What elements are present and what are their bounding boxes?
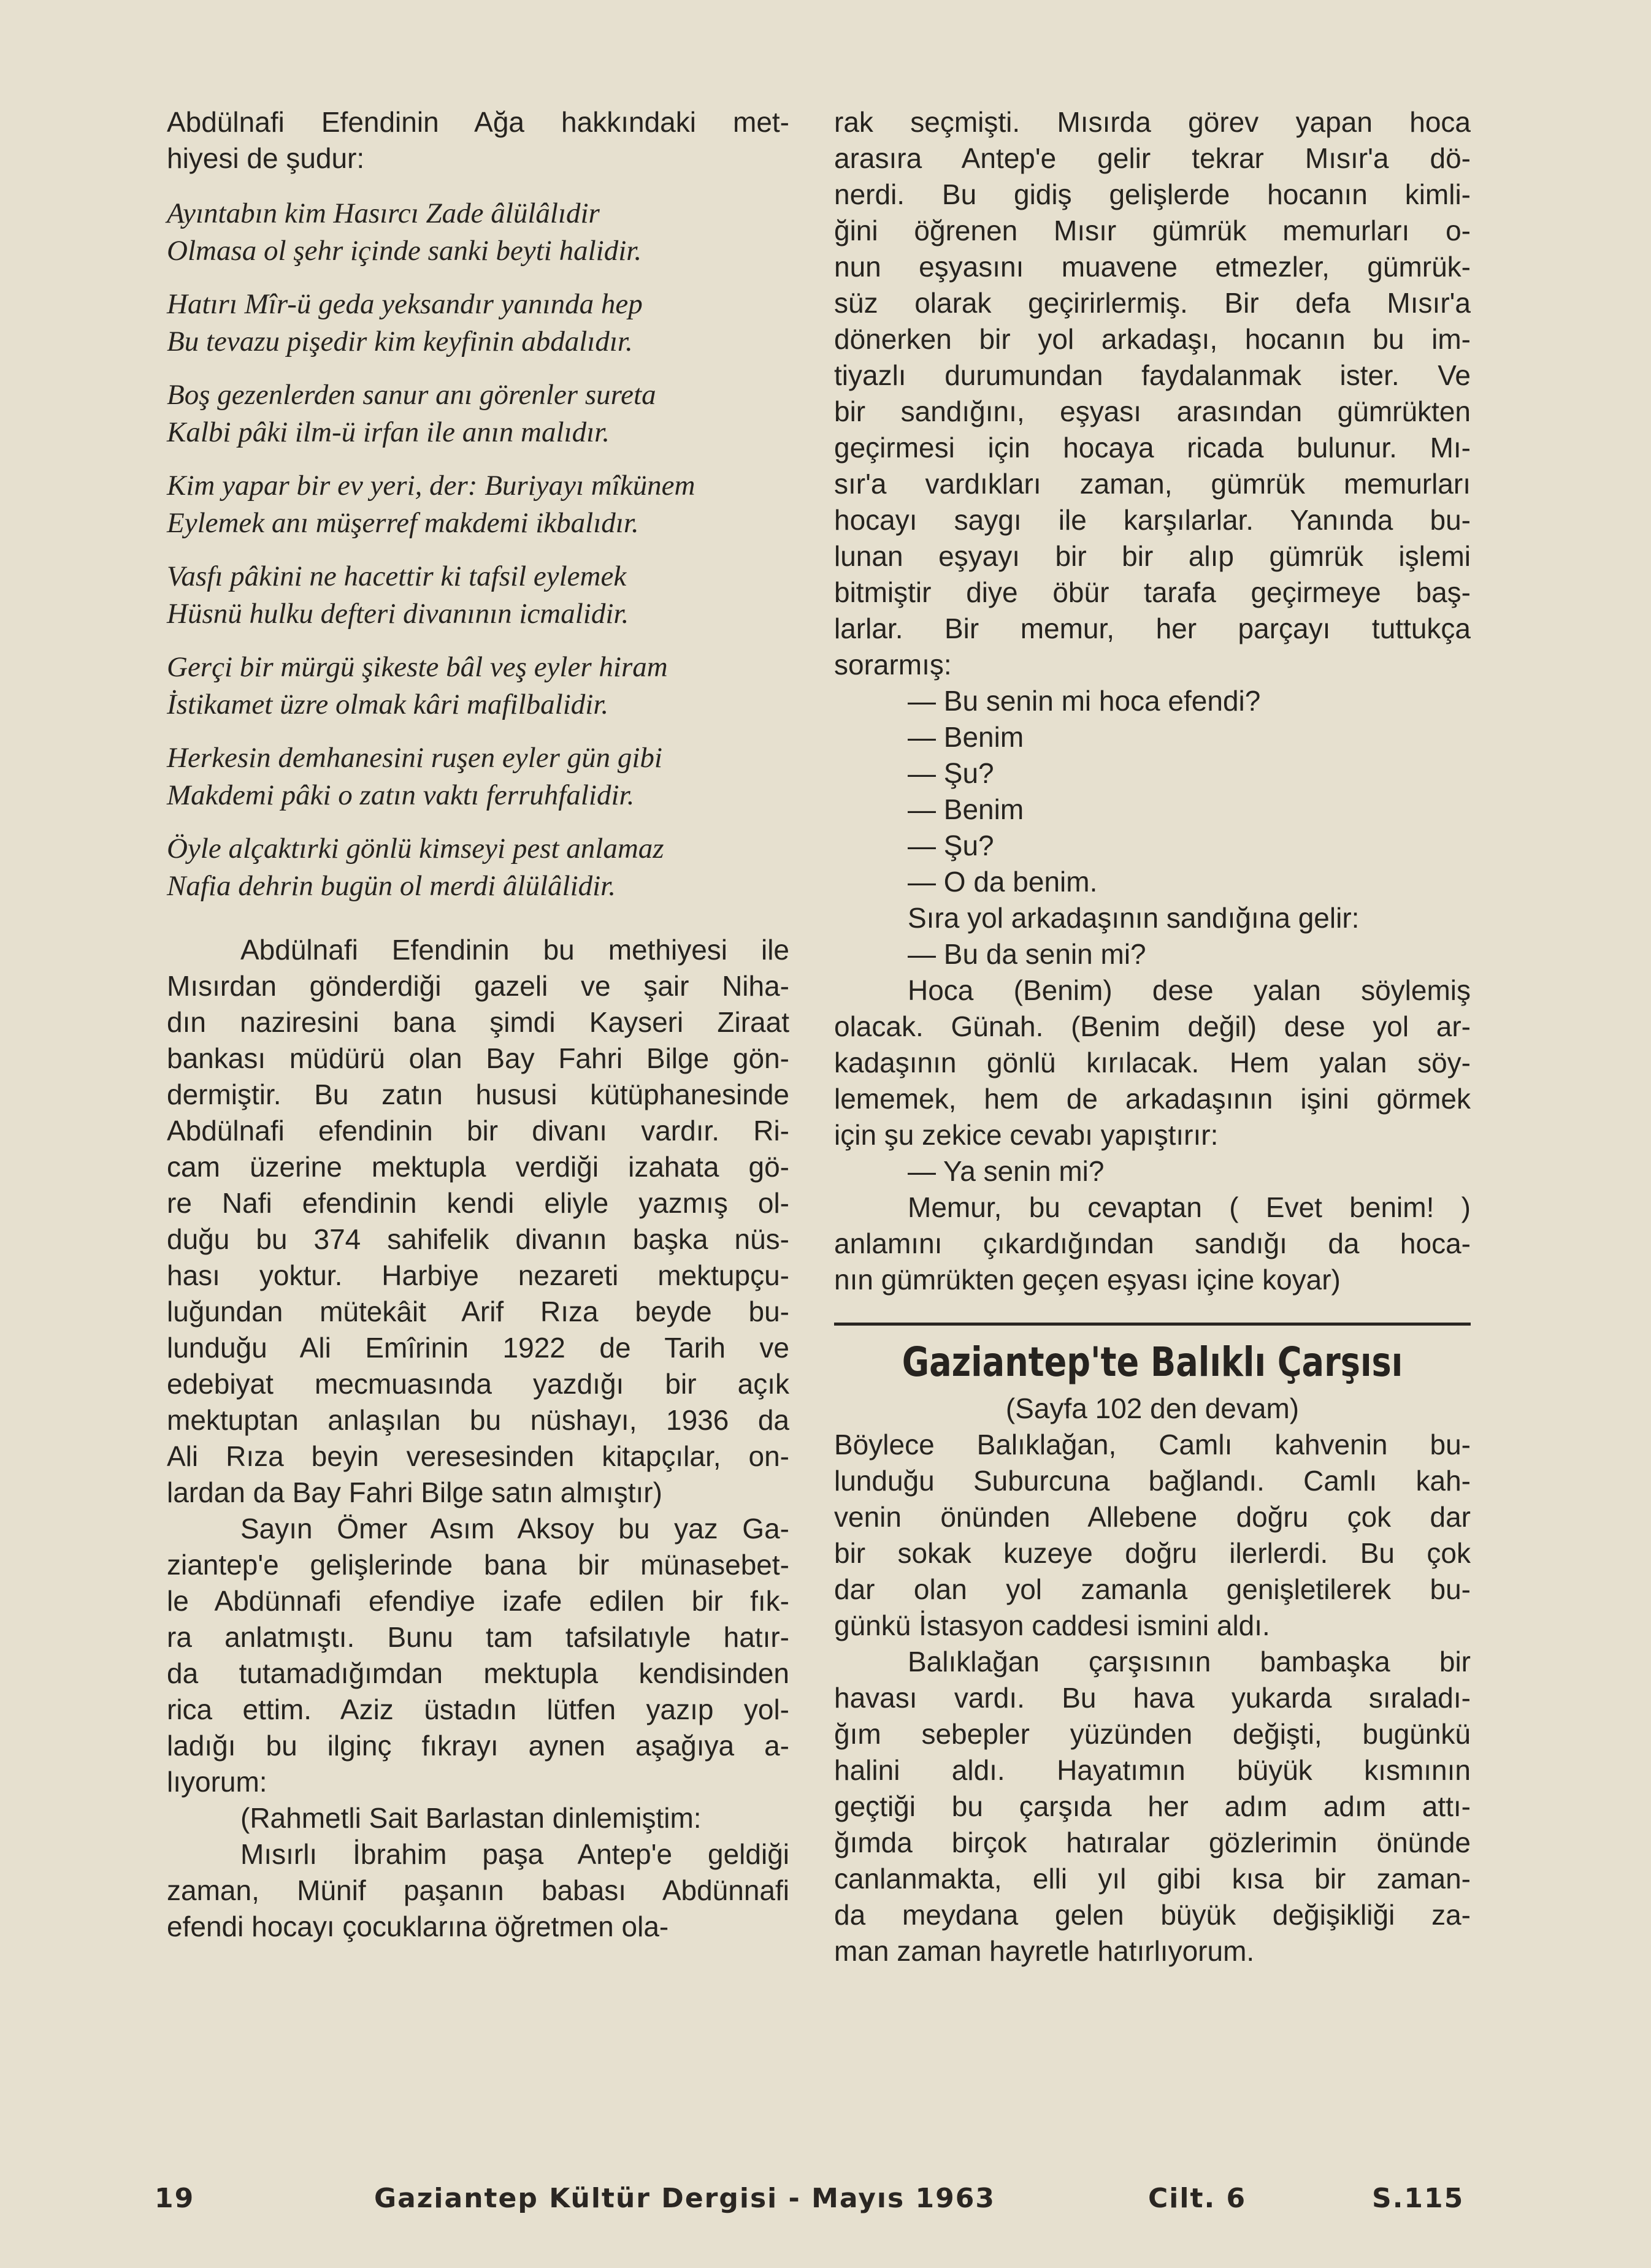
text-line: ra anlatmıştı. Bunu tam tafsilatıyle hatır-	[167, 1621, 789, 1653]
text-line: lardan da Bay Fahri Bilge satın almıştır)	[167, 1476, 662, 1508]
paragraph	[834, 1644, 1471, 1969]
text-line: halini aldı. Hayatımın büyük kısmının	[834, 1754, 1471, 1786]
text-line: (Rahmetli Sait Barlastan dinlemiştim:	[240, 1802, 702, 1834]
text-line: Mısırdan gönderdiği gazeli ve şair Niha-	[167, 970, 789, 1002]
text-line: bankası müdürü olan Bay Fahri Bilge gön-	[167, 1042, 789, 1074]
text-line: Balıklağan çarşısının bambaşka bir	[908, 1646, 1471, 1678]
verse-line: Kim yapar bir ev yeri, der: Buriyayı mîkünem	[167, 470, 695, 502]
text-line: rak seçmişti. Mısırda görev yapan hoca	[834, 106, 1471, 138]
text-line: rica ettim. Aziz üstadın lütfen yazıp yol-	[167, 1693, 789, 1725]
text-line: nın gümrükten geçen eşyası içine koyar)	[834, 1264, 1341, 1296]
paragraph	[167, 1800, 789, 1836]
text-line: Abdülnafi Efendinin Ağa hakkındaki met-	[167, 106, 789, 138]
text-line: ğım sebepler yüzünden değişti, bugünkü	[834, 1718, 1471, 1750]
text-line: lıyorum:	[167, 1766, 267, 1798]
text-line: geçirmesi için hocaya ricada bulunur. Mı-	[834, 432, 1471, 464]
paragraph	[834, 900, 1471, 936]
text-line: ziantep'e gelişlerinde bana bir münasebet-	[167, 1549, 789, 1581]
text-line: hocayı saygı ile karşılarlar. Yanında bu-	[834, 504, 1471, 536]
journal-title: Gaziantep Kültür Dergisi - Mayıs 1963	[374, 2183, 995, 2214]
text-line: anlamını çıkardığından sandığı da hoca-	[834, 1228, 1471, 1259]
dialogue	[834, 1153, 1471, 1189]
text-line: Mısırlı İbrahim paşa Antep'e geldiği	[240, 1838, 789, 1870]
text-line: bitmiştir diye öbür tarafa geçirmeye baş-	[834, 576, 1471, 608]
verse-line: Ayıntabın kim Hasırcı Zade âlülâlıdir	[167, 197, 600, 229]
text-line: re Nafi efendinin kendi eliyle yazmış ol-	[167, 1187, 789, 1219]
verse-line: Kalbi pâki ilm-ü irfan ile anın malıdır.	[167, 416, 610, 448]
text-line: efendi hocayı çocuklarına öğretmen ola-	[167, 1911, 669, 1942]
text-line: Abdülnafi Efendinin bu methiyesi ile	[240, 934, 789, 966]
text-line: Sayın Ömer Asım Aksoy bu yaz Ga-	[240, 1513, 789, 1544]
paragraph	[834, 104, 1471, 683]
text-line: Sıra yol arkadaşının sandığına gelir:	[908, 902, 1360, 934]
text-line: için şu zekice cevabı yapıştırır:	[834, 1119, 1219, 1151]
text-line: Memur, bu cevaptan ( Evet benim! )	[908, 1191, 1471, 1223]
page-number: 19	[155, 2183, 195, 2214]
text-line: günkü İstasyon caddesi ismini aldı.	[834, 1609, 1270, 1641]
text-line: duğu bu 374 sahifelik divanın başka nüs-	[167, 1223, 789, 1255]
text-line: le Abdünnafi efendiye izafe edilen bir fık-	[167, 1585, 789, 1617]
poem	[167, 195, 789, 905]
text-line: zaman, Münif paşanın babası Abdünnafi	[167, 1874, 789, 1906]
section-divider	[834, 1323, 1471, 1326]
text-line: bir sandığını, eşyası arasından gümrükten	[834, 395, 1471, 427]
verse-line: Gerçi bir mürgü şikeste bâl veş eyler hiram	[167, 651, 668, 683]
text-line: havası vardı. Bu hava yukarda sıraladı-	[834, 1682, 1471, 1714]
text-line: Ali Rıza beyin veresesinden kitapçılar, on-	[167, 1440, 789, 1472]
verse-line: Eylemek anı müşerref makdemi ikbalıdır.	[167, 507, 639, 539]
text-line: lememek, hem de arkadaşının işini görmek	[834, 1083, 1471, 1115]
text-line: geçtiği bu çarşıda her adım adım attı-	[834, 1790, 1471, 1822]
volume-label: Cilt. 6	[1148, 2183, 1247, 2214]
text-line: Böylece Balıklağan, Camlı kahvenin bu-	[834, 1429, 1471, 1460]
paragraph	[167, 932, 789, 1511]
text-line: ladığı bu ilginç fıkrayı aynen aşağıya a-	[167, 1730, 789, 1762]
article-title: Gaziantep'te Balıklı Çarşısı	[902, 1338, 1403, 1386]
text-line: dın naziresini bana şimdi Kayseri Ziraat	[167, 1006, 789, 1038]
text-line: luğundan mütekâit Arif Rıza beyde bu-	[167, 1296, 789, 1327]
verse-line: İstikamet üzre olmak kâri mafilbalidir.	[167, 689, 609, 720]
paragraph	[834, 1427, 1471, 1644]
text-line: tiyazlı durumundan faydalanmak ister. Ve	[834, 359, 1471, 391]
text-line: dermiştir. Bu zatın hususi kütüphanesinde	[167, 1079, 789, 1110]
verse-line: Vasfı pâkini ne hacettir ki tafsil eylemek	[167, 560, 627, 592]
text-line: — Şu?	[908, 830, 994, 861]
text-line: — Ya senin mi?	[908, 1155, 1105, 1187]
text-line: kadaşının gönlü kırılacak. Hem yalan söy-	[834, 1047, 1471, 1079]
right-column	[834, 104, 1471, 1969]
text-line: süz olarak geçirirlermiş. Bir defa Mısır'a	[834, 287, 1471, 319]
text-line: hası yoktur. Harbiye nezareti mektupçu-	[167, 1259, 789, 1291]
text-line: lunduğu Ali Emîrinin 1922 de Tarih ve	[167, 1332, 789, 1364]
text-line: edebiyat mecmuasında yazdığı bir açık	[167, 1368, 789, 1400]
text-line: larlar. Bir memur, her parçayı tuttukça	[834, 613, 1471, 644]
verse-line: Hatırı Mîr-ü geda yeksandır yanında hep	[167, 288, 643, 320]
text-line: nerdi. Bu gidiş gelişlerde hocanın kimli-	[834, 178, 1471, 210]
text-line: — Şu?	[908, 757, 994, 789]
paragraph	[167, 1511, 789, 1800]
paragraph	[167, 1836, 789, 1945]
text-line: ğımda birçok hatıralar gözlerimin önünde	[834, 1827, 1471, 1858]
text-line: da meydana gelen büyük değişikliği za-	[834, 1899, 1471, 1931]
intro-paragraph	[167, 104, 789, 177]
text-line: — Bu senin mi hoca efendi?	[908, 685, 1261, 717]
text-line: — O da benim.	[908, 866, 1098, 898]
text-line: da tutamadığımdan mektupla kendisinden	[167, 1657, 789, 1689]
text-line: lunduğu Suburcuna bağlandı. Camlı kah-	[834, 1465, 1471, 1497]
text-line: venin önünden Allebene doğru çok dar	[834, 1501, 1471, 1533]
page-footer	[155, 2183, 1465, 2220]
text-line: canlanmakta, elli yıl gibi kısa bir zaman-	[834, 1863, 1471, 1895]
text-line: sorarmış:	[834, 649, 952, 681]
text-line: cam üzerine mektupla verdiği izahata gö-	[167, 1151, 789, 1183]
text-line: ğini öğrenen Mısır gümrük memurları o-	[834, 215, 1471, 246]
paragraph	[834, 972, 1471, 1153]
verse-line: Olmasa ol şehr içinde sanki beyti halidir.	[167, 235, 642, 267]
text-line: olacak. Günah. (Benim değil) dese yol ar-	[834, 1010, 1471, 1042]
verse-line: Boş gezenlerden sanur anı görenler sureta	[167, 379, 656, 411]
text-line: lunan eşyayı bir bir alıp gümrük işlemi	[834, 540, 1471, 572]
text-line: dar olan yol zamanla genişletilerek bu-	[834, 1573, 1471, 1605]
text-line: Hoca (Benim) dese yalan söylemiş	[908, 974, 1471, 1006]
dialogue	[834, 936, 1471, 972]
text-line: — Bu da senin mi?	[908, 938, 1146, 970]
text-line: bir sokak kuzeye doğru ilerlerdi. Bu çok	[834, 1537, 1471, 1569]
verse-line: Makdemi pâki o zatın vaktı ferruhfalidir.	[167, 779, 635, 811]
verse-line: Öyle alçaktırki gönlü kimseyi pest anlamaz	[167, 833, 664, 865]
text-line: arasıra Antep'e gelir tekrar Mısır'a dö-	[834, 142, 1471, 174]
verse-line: Hüsnü hulku defteri divanının icmalidir.	[167, 598, 629, 630]
text-line: hiyesi de şudur:	[167, 142, 365, 174]
text-line: — Benim	[908, 793, 1024, 825]
text-line: man zaman hayretle hatırlıyorum.	[834, 1935, 1255, 1967]
text-line: sır'a vardıkları zaman, gümrük memurları	[834, 468, 1471, 500]
issue-label: S.115	[1372, 2183, 1465, 2214]
text-line: dönerken bir yol arkadaşı, hocanın bu im-	[834, 323, 1471, 355]
text-line: nun eşyasını muavene etmezler, gümrük-	[834, 251, 1471, 283]
verse-line: Herkesin demhanesini ruşen eyler gün gibi	[167, 742, 662, 774]
verse-line: Nafia dehrin bugün ol merdi âlülâlidir.	[167, 870, 616, 902]
verse-line: Bu tevazu pişedir kim keyfinin abdalıdır.	[167, 326, 633, 357]
dialogue	[834, 683, 1471, 900]
article-subtitle: (Sayfa 102 den devam)	[1005, 1392, 1300, 1424]
paragraph	[834, 1189, 1471, 1298]
text-line: mektuptan anlaşılan bu nüshayı, 1936 da	[167, 1404, 789, 1436]
left-column	[167, 104, 789, 1945]
text-line: — Benim	[908, 721, 1024, 753]
text-line: Abdülnafi efendinin bir divanı vardır. Ri-	[167, 1115, 789, 1147]
